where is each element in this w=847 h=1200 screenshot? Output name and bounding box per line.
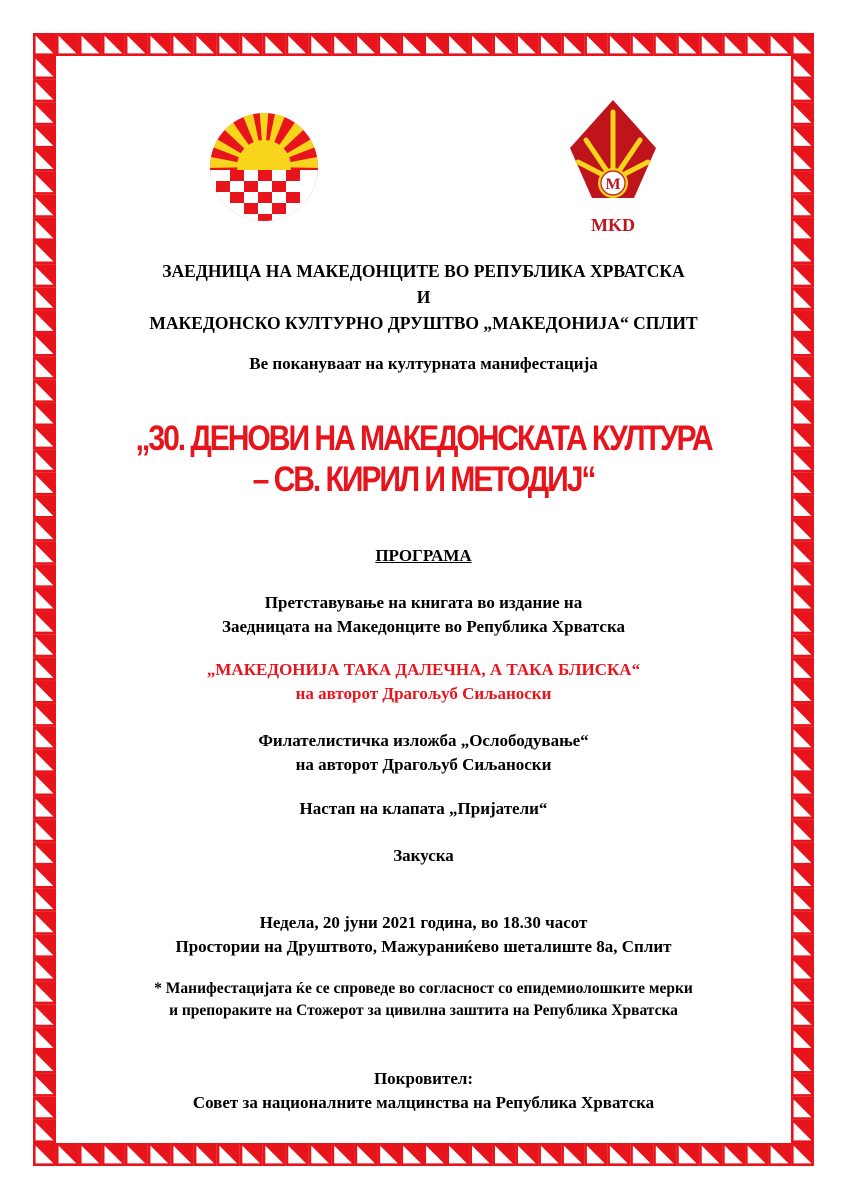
border-tile [263, 33, 286, 56]
sponsor-name: Совет за националните малцинства на Република Хрватска [192, 1093, 655, 1112]
border-tile [33, 79, 56, 102]
border-tile [791, 565, 814, 588]
border-tile [33, 889, 56, 912]
border-tile [791, 149, 814, 172]
border-tile [699, 33, 722, 56]
border-tile [676, 1143, 699, 1166]
organizer-2: МАКЕДОНСКО КУЛТУРНО ДРУШТВО „МАКЕДОНИЈА“ СПЛИТ [149, 313, 698, 333]
border-tile [424, 1143, 447, 1166]
border-tile [240, 1143, 263, 1166]
border-tile [791, 56, 814, 79]
border-tile [217, 1143, 240, 1166]
border-tile [33, 1120, 56, 1143]
border-tile [33, 704, 56, 727]
border-tile [148, 1143, 171, 1166]
border-tile [79, 33, 102, 56]
event-title-line1: „30. ДЕНОВИ НА МАКЕДОНСКАТА КУЛТУРА [135, 419, 712, 458]
note-line2: и препораките на Стожерот за цивилна заштита на Република Хрватска [169, 1002, 678, 1019]
border-tile [194, 33, 217, 56]
program-heading-text: ПРОГРАМА [375, 546, 472, 565]
mkd-logo-monogram: М [605, 176, 621, 193]
border-tile [584, 1143, 607, 1166]
book-author-text: на авторот Драгољуб Сиљаноски [295, 684, 552, 703]
sponsor [0, 1067, 847, 1115]
border-tile [33, 56, 56, 79]
border-tile [33, 125, 56, 148]
border-tile [56, 33, 79, 56]
border-tile [607, 1143, 630, 1166]
sponsor-label: Покровител: [373, 1069, 474, 1088]
invitation-text [0, 352, 847, 376]
border-tile [332, 1143, 355, 1166]
border-tile [240, 33, 263, 56]
border-tile [33, 102, 56, 125]
border-tile [33, 819, 56, 842]
border-tile [584, 33, 607, 56]
border-tile [791, 1143, 814, 1166]
border-tile [791, 79, 814, 102]
border-tile [515, 33, 538, 56]
program-item-refreshments [0, 844, 847, 868]
organizers [0, 258, 847, 336]
border-tile [401, 33, 424, 56]
border-tile [768, 33, 791, 56]
border-tile [630, 1143, 653, 1166]
border-tile [768, 1143, 791, 1166]
border-tile [33, 865, 56, 888]
border-tile [676, 33, 699, 56]
border-tile [355, 33, 378, 56]
border-tile [378, 33, 401, 56]
border-tile [263, 1143, 286, 1166]
border-tile [33, 1143, 56, 1166]
border-tile [171, 33, 194, 56]
program-item-exhibition [0, 729, 847, 777]
border-tile [561, 1143, 584, 1166]
border-tile [791, 819, 814, 842]
program-item-exhibition-line2: на авторот Драгољуб Сиљаноски [295, 755, 552, 774]
border-tile [309, 1143, 332, 1166]
border-tile [56, 1143, 79, 1166]
border-tile [79, 1143, 102, 1166]
border-tile [378, 1143, 401, 1166]
program-heading [0, 544, 847, 568]
program-item-book-line2: Заедницата на Македонците во Република Хрватска [222, 617, 625, 636]
border-tile [33, 195, 56, 218]
program-item-book [0, 591, 847, 639]
book-title-text: „МАКЕДОНИЈА ТАКА ДАЛЕЧНА, А ТАКА БЛИСКА“ [206, 660, 641, 679]
invitation-line: Ве покануваат на културната манифестација [249, 354, 598, 373]
border-tile [607, 33, 630, 56]
program-item-performance [0, 797, 847, 821]
border-tile [286, 33, 309, 56]
border-tile [699, 1143, 722, 1166]
border-tile [538, 33, 561, 56]
border-tile [745, 33, 768, 56]
border-tile [722, 33, 745, 56]
border-tile [309, 33, 332, 56]
mkd-logo-caption: MKD [591, 215, 635, 235]
border-tile [722, 1143, 745, 1166]
border-tile [102, 1143, 125, 1166]
border-tile [446, 33, 469, 56]
border-tile [791, 1120, 814, 1143]
mkd-logo [566, 98, 660, 238]
border-tile [33, 1027, 56, 1050]
border-tile [469, 33, 492, 56]
border-tile [745, 1143, 768, 1166]
border-tile [217, 33, 240, 56]
program-item-book-line1: Претставување на книгата во издание на [264, 593, 583, 612]
event-details [0, 911, 847, 959]
border-tile [791, 519, 814, 542]
border-tile [791, 889, 814, 912]
organizer-1: ЗАЕДНИЦА НА МАКЕДОНЦИТЕ ВО РЕПУБЛИКА ХРВАТСКА [162, 261, 685, 281]
border-tile [791, 172, 814, 195]
border-tile [791, 33, 814, 56]
border-tile [33, 172, 56, 195]
border-tile [538, 1143, 561, 1166]
book-title [0, 658, 847, 706]
program-item-performance-text: Настап на клапата „Пријатели“ [299, 799, 548, 818]
border-tile [33, 380, 56, 403]
border-tile [171, 1143, 194, 1166]
border-tile [148, 33, 171, 56]
event-datetime: Недела, 20 јуни 2021 година, во 18.30 часот [259, 913, 588, 932]
border-tile [102, 33, 125, 56]
border-tile [515, 1143, 538, 1166]
program-item-refreshments-text: Закуска [393, 846, 454, 865]
border-tile [653, 1143, 676, 1166]
border-tile [791, 125, 814, 148]
border-tile [33, 149, 56, 172]
border-tile [653, 33, 676, 56]
border-tile [446, 1143, 469, 1166]
border-tile [791, 380, 814, 403]
event-title [0, 418, 847, 500]
border-tile [125, 1143, 148, 1166]
border-tile [355, 1143, 378, 1166]
border-tile [33, 565, 56, 588]
border-tile [286, 1143, 309, 1166]
program-item-exhibition-line1: Филателистичка изложба „Ослободување“ [258, 731, 589, 750]
border-tile [401, 1143, 424, 1166]
border-tile [33, 519, 56, 542]
border-tile [630, 33, 653, 56]
border-tile [791, 1027, 814, 1050]
border-tile [33, 33, 56, 56]
event-title-line2: – СВ. КИРИЛ И МЕТОДИЈ“ [252, 460, 595, 499]
border-tile [791, 865, 814, 888]
border-tile [791, 102, 814, 125]
border-tile [33, 218, 56, 241]
epidemiological-note [0, 978, 847, 1022]
note-line1: * Манифестацијата ќе се спроведе во согласност со епидемиолошките мерки [154, 980, 693, 997]
zmrh-logo [207, 110, 321, 222]
border-tile [791, 218, 814, 241]
border-tile [791, 195, 814, 218]
event-location: Простории на Друштвото, Мажураниќево шеталиште 8а, Сплит [175, 937, 672, 956]
border-tile [194, 1143, 217, 1166]
border-tile [469, 1143, 492, 1166]
border-tile [561, 33, 584, 56]
border-tile [332, 33, 355, 56]
border-tile [492, 33, 515, 56]
border-tile [424, 33, 447, 56]
border-tile [492, 1143, 515, 1166]
organizer-and: И [416, 287, 431, 307]
border-tile [791, 704, 814, 727]
border-tile [125, 33, 148, 56]
